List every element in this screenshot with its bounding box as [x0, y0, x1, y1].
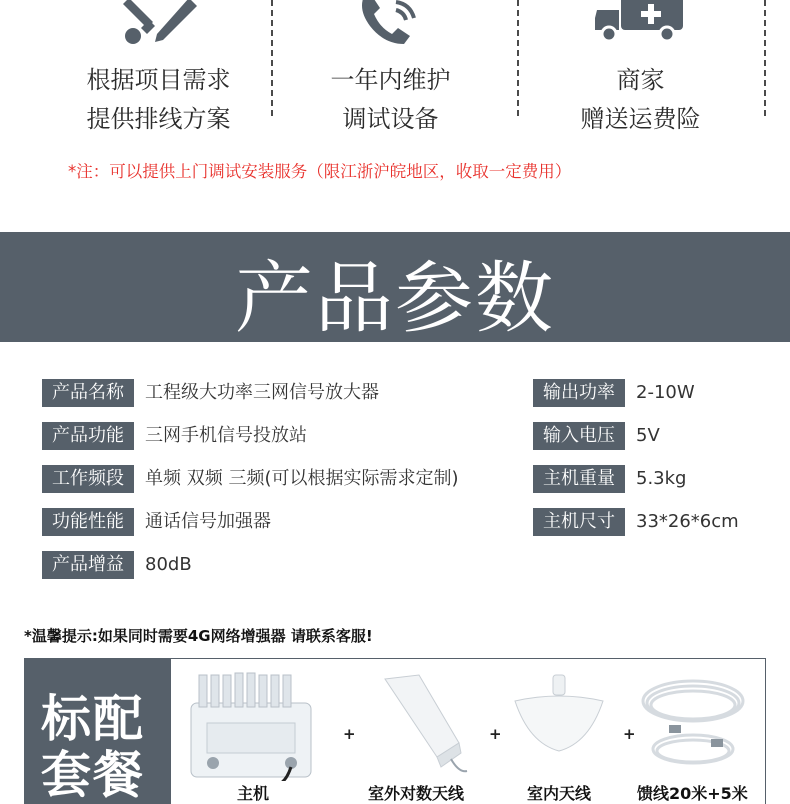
service-line2: 赠送运费险	[580, 105, 701, 133]
ceiling-antenna-image	[509, 673, 609, 777]
param-value: 33*26*6cm	[636, 511, 739, 532]
package-item-label: 室外对数天线	[368, 784, 465, 803]
divider	[764, 0, 766, 116]
param-value: 通话信号加强器	[145, 511, 271, 532]
param-label: 产品功能	[42, 422, 134, 450]
param-value: 2-10W	[636, 382, 695, 403]
param-label: 主机尺寸	[533, 508, 625, 536]
package-title-line1: 标配	[41, 690, 145, 748]
section-title: 产品参数	[234, 254, 555, 344]
param-value: 5.3kg	[636, 468, 687, 489]
log-periodic-antenna-image	[363, 673, 473, 783]
service-install-plan	[36, 0, 281, 133]
package-item-label: 馈线20米+5米	[637, 784, 748, 803]
param-value: 80dB	[145, 554, 192, 575]
coax-cable-image	[637, 669, 749, 781]
param-label: 工作频段	[42, 465, 134, 493]
param-label: 产品名称	[42, 379, 134, 407]
param-label: 输出功率	[533, 379, 625, 407]
package-box	[24, 658, 766, 804]
service-line1: 根据项目需求	[86, 66, 231, 94]
package-item-label: 室内天线	[527, 784, 592, 803]
param-value: 三网手机信号投放站	[145, 425, 307, 446]
param-label: 功能性能	[42, 508, 134, 536]
service-line2: 调试设备	[342, 105, 439, 133]
param-value: 5V	[636, 425, 660, 446]
truck-icon	[593, 0, 689, 48]
service-line2: 提供排线方案	[86, 105, 231, 133]
param-label: 输入电压	[533, 422, 625, 450]
service-shipping-insurance	[518, 0, 763, 133]
phone-icon	[356, 0, 426, 50]
service-line1: 一年内维护	[330, 66, 451, 94]
plus-sign: +	[489, 725, 502, 743]
service-maintenance	[268, 0, 513, 133]
package-title-line2: 套餐	[41, 746, 145, 804]
param-label: 产品增益	[42, 551, 134, 579]
package-item-label: 主机	[237, 784, 270, 803]
section-banner	[0, 232, 790, 342]
plus-sign: +	[343, 725, 356, 743]
param-value: 工程级大功率三网信号放大器	[145, 382, 379, 403]
param-value: 单频 双频 三频(可以根据实际需求定制)	[145, 468, 459, 489]
service-line1: 商家	[616, 66, 665, 94]
installation-note: *注：可以提供上门调试安装服务（限江浙沪皖地区，收取一定费用）	[68, 162, 572, 181]
services-row	[0, 0, 790, 133]
plus-sign: +	[623, 725, 636, 743]
tip-text: *温馨提示:如果同时需要4G网络增强器 请联系客服!	[24, 627, 373, 645]
package-title-block	[25, 659, 171, 804]
param-label: 主机重量	[533, 465, 625, 493]
tools-icon	[119, 0, 199, 50]
amplifier-unit-image	[187, 671, 317, 785]
